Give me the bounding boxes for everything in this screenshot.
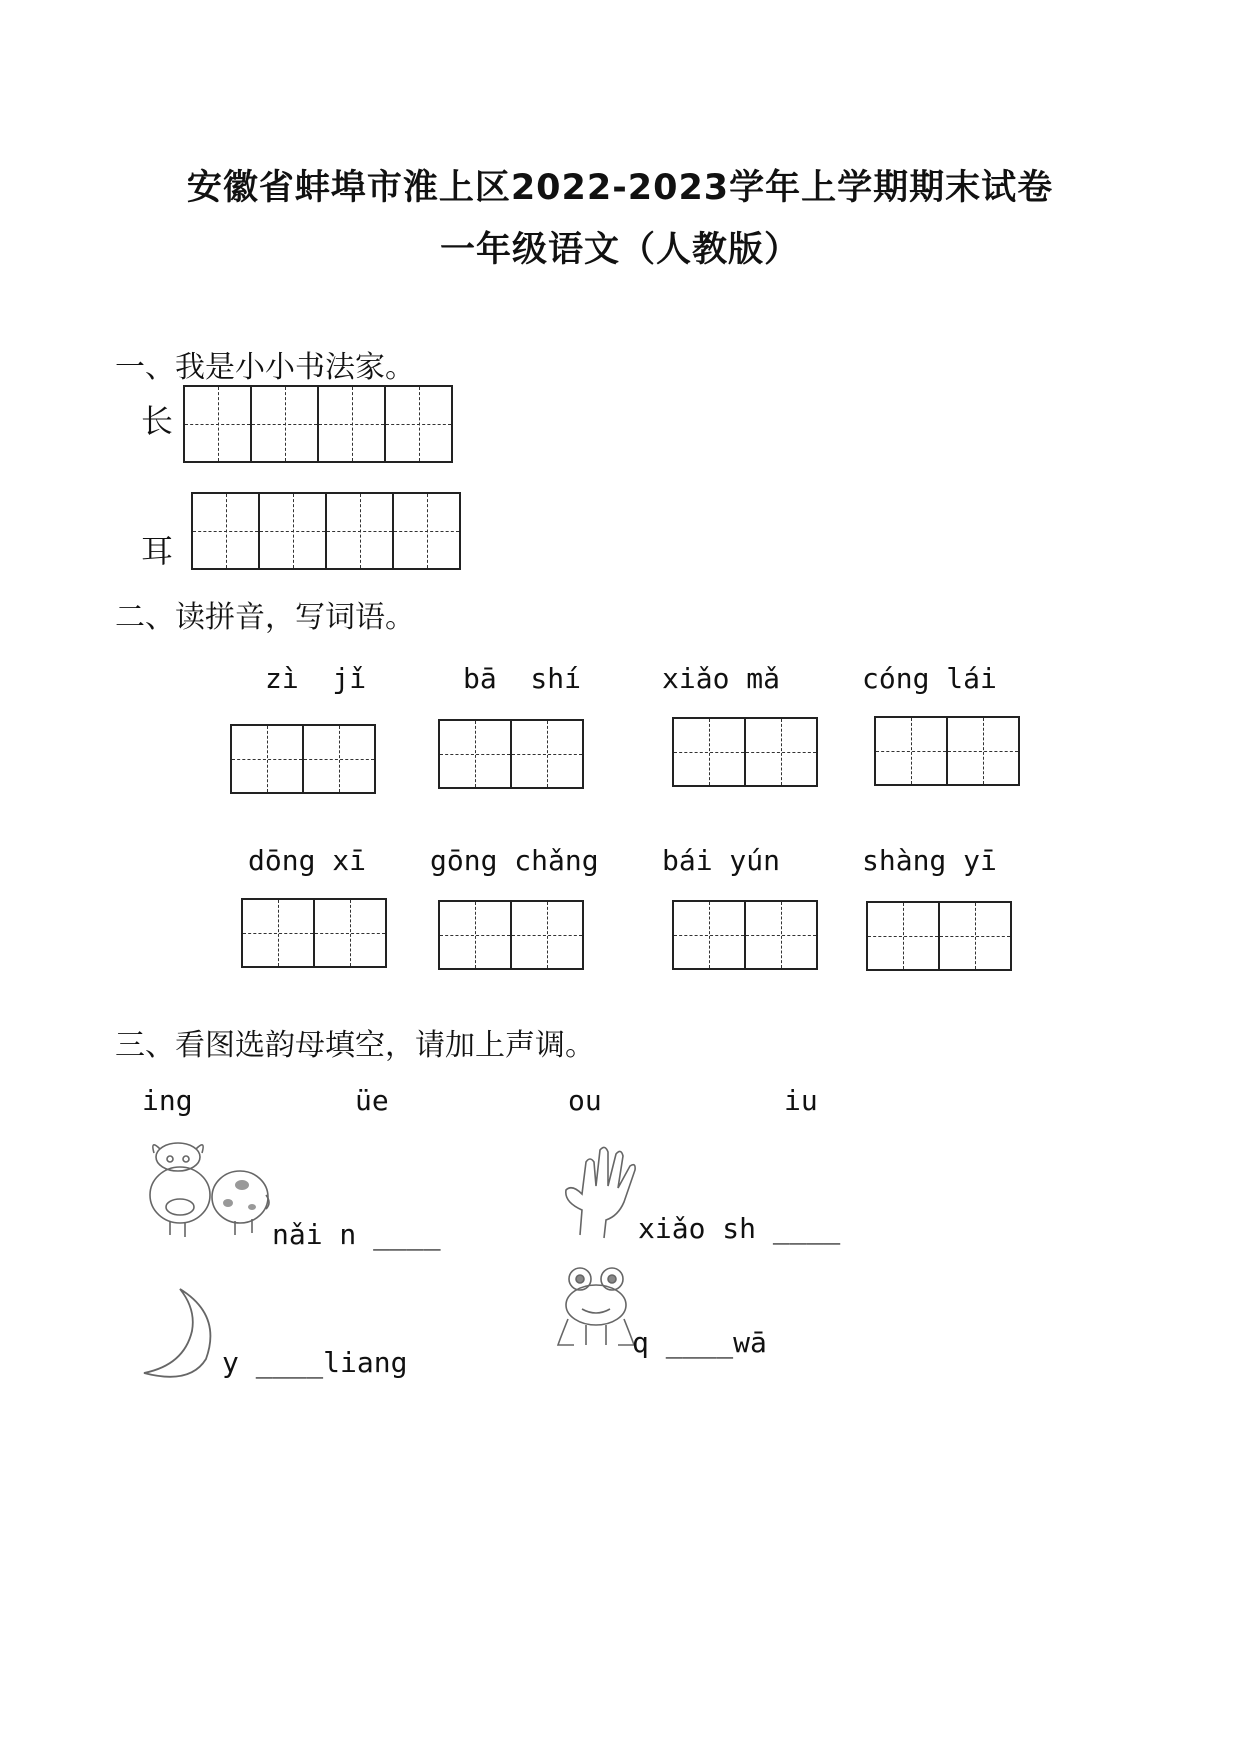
final-option-ing: ing xyxy=(142,1084,193,1117)
char-label-chang: 长 xyxy=(141,402,174,440)
final-option-iu: iu xyxy=(784,1084,818,1117)
pinyin-5: dōng xī xyxy=(248,844,367,877)
pinyin-8: shàng yī xyxy=(862,844,997,877)
word-cell[interactable] xyxy=(230,724,304,794)
writing-cell[interactable] xyxy=(258,492,327,570)
hand-icon xyxy=(560,1140,640,1240)
word-grid-7[interactable] xyxy=(672,900,818,970)
final-option-ou: ou xyxy=(568,1084,602,1117)
word-cell[interactable] xyxy=(241,898,315,968)
final-option-ue: üe xyxy=(355,1084,389,1117)
section1-heading: 一、我是小小书法家。 xyxy=(115,350,415,385)
cow-icon xyxy=(140,1135,270,1240)
word-grid-5[interactable] xyxy=(241,898,387,968)
word-cell[interactable] xyxy=(672,717,746,787)
word-grid-2[interactable] xyxy=(438,719,584,789)
fill-blank-moon[interactable]: y ____liang xyxy=(222,1346,408,1379)
page-title: 安徽省蚌埠市淮上区2022-2023学年上学期期末试卷 xyxy=(186,168,1054,208)
writing-cell[interactable] xyxy=(317,385,386,463)
moon-icon xyxy=(140,1285,220,1385)
pinyin-3: xiǎo mǎ xyxy=(662,662,781,695)
pinyin-7: bái yún xyxy=(662,844,781,877)
pinyin-4: cóng lái xyxy=(862,662,997,695)
writing-cell[interactable] xyxy=(392,492,461,570)
word-cell[interactable] xyxy=(946,716,1020,786)
word-cell[interactable] xyxy=(313,898,387,968)
writing-cell[interactable] xyxy=(191,492,260,570)
pinyin-2: bā shí xyxy=(463,662,582,695)
word-cell[interactable] xyxy=(672,900,746,970)
writing-cell[interactable] xyxy=(250,385,319,463)
fill-blank-hand[interactable]: xiǎo sh ____ xyxy=(638,1212,841,1245)
word-cell[interactable] xyxy=(510,719,584,789)
word-cell[interactable] xyxy=(938,901,1012,971)
fill-blank-frog[interactable]: q ____wā xyxy=(632,1326,767,1359)
writing-cell[interactable] xyxy=(384,385,453,463)
fill-blank-cow[interactable]: nǎi n ____ xyxy=(272,1218,441,1251)
word-cell[interactable] xyxy=(302,724,376,794)
word-cell[interactable] xyxy=(510,900,584,970)
writing-grid-er[interactable] xyxy=(191,492,461,570)
writing-cell[interactable] xyxy=(325,492,394,570)
word-grid-3[interactable] xyxy=(672,717,818,787)
word-cell[interactable] xyxy=(744,717,818,787)
word-cell[interactable] xyxy=(744,900,818,970)
section2-heading: 二、读拼音，写词语。 xyxy=(115,600,415,635)
pinyin-1: zì jǐ xyxy=(265,662,367,695)
writing-cell[interactable] xyxy=(183,385,252,463)
word-cell[interactable] xyxy=(438,900,512,970)
pinyin-6: gōng chǎng xyxy=(430,844,599,877)
section3-heading: 三、看图选韵母填空，请加上声调。 xyxy=(115,1028,595,1063)
frog-icon xyxy=(556,1265,638,1350)
word-grid-4[interactable] xyxy=(874,716,1020,786)
word-cell[interactable] xyxy=(866,901,940,971)
word-cell[interactable] xyxy=(438,719,512,789)
writing-grid-chang[interactable] xyxy=(183,385,453,463)
word-grid-1[interactable] xyxy=(230,724,376,794)
word-grid-8[interactable] xyxy=(866,901,1012,971)
char-label-er: 耳 xyxy=(141,532,174,570)
word-grid-6[interactable] xyxy=(438,900,584,970)
page-subtitle: 一年级语文（人教版） xyxy=(439,230,800,270)
word-cell[interactable] xyxy=(874,716,948,786)
